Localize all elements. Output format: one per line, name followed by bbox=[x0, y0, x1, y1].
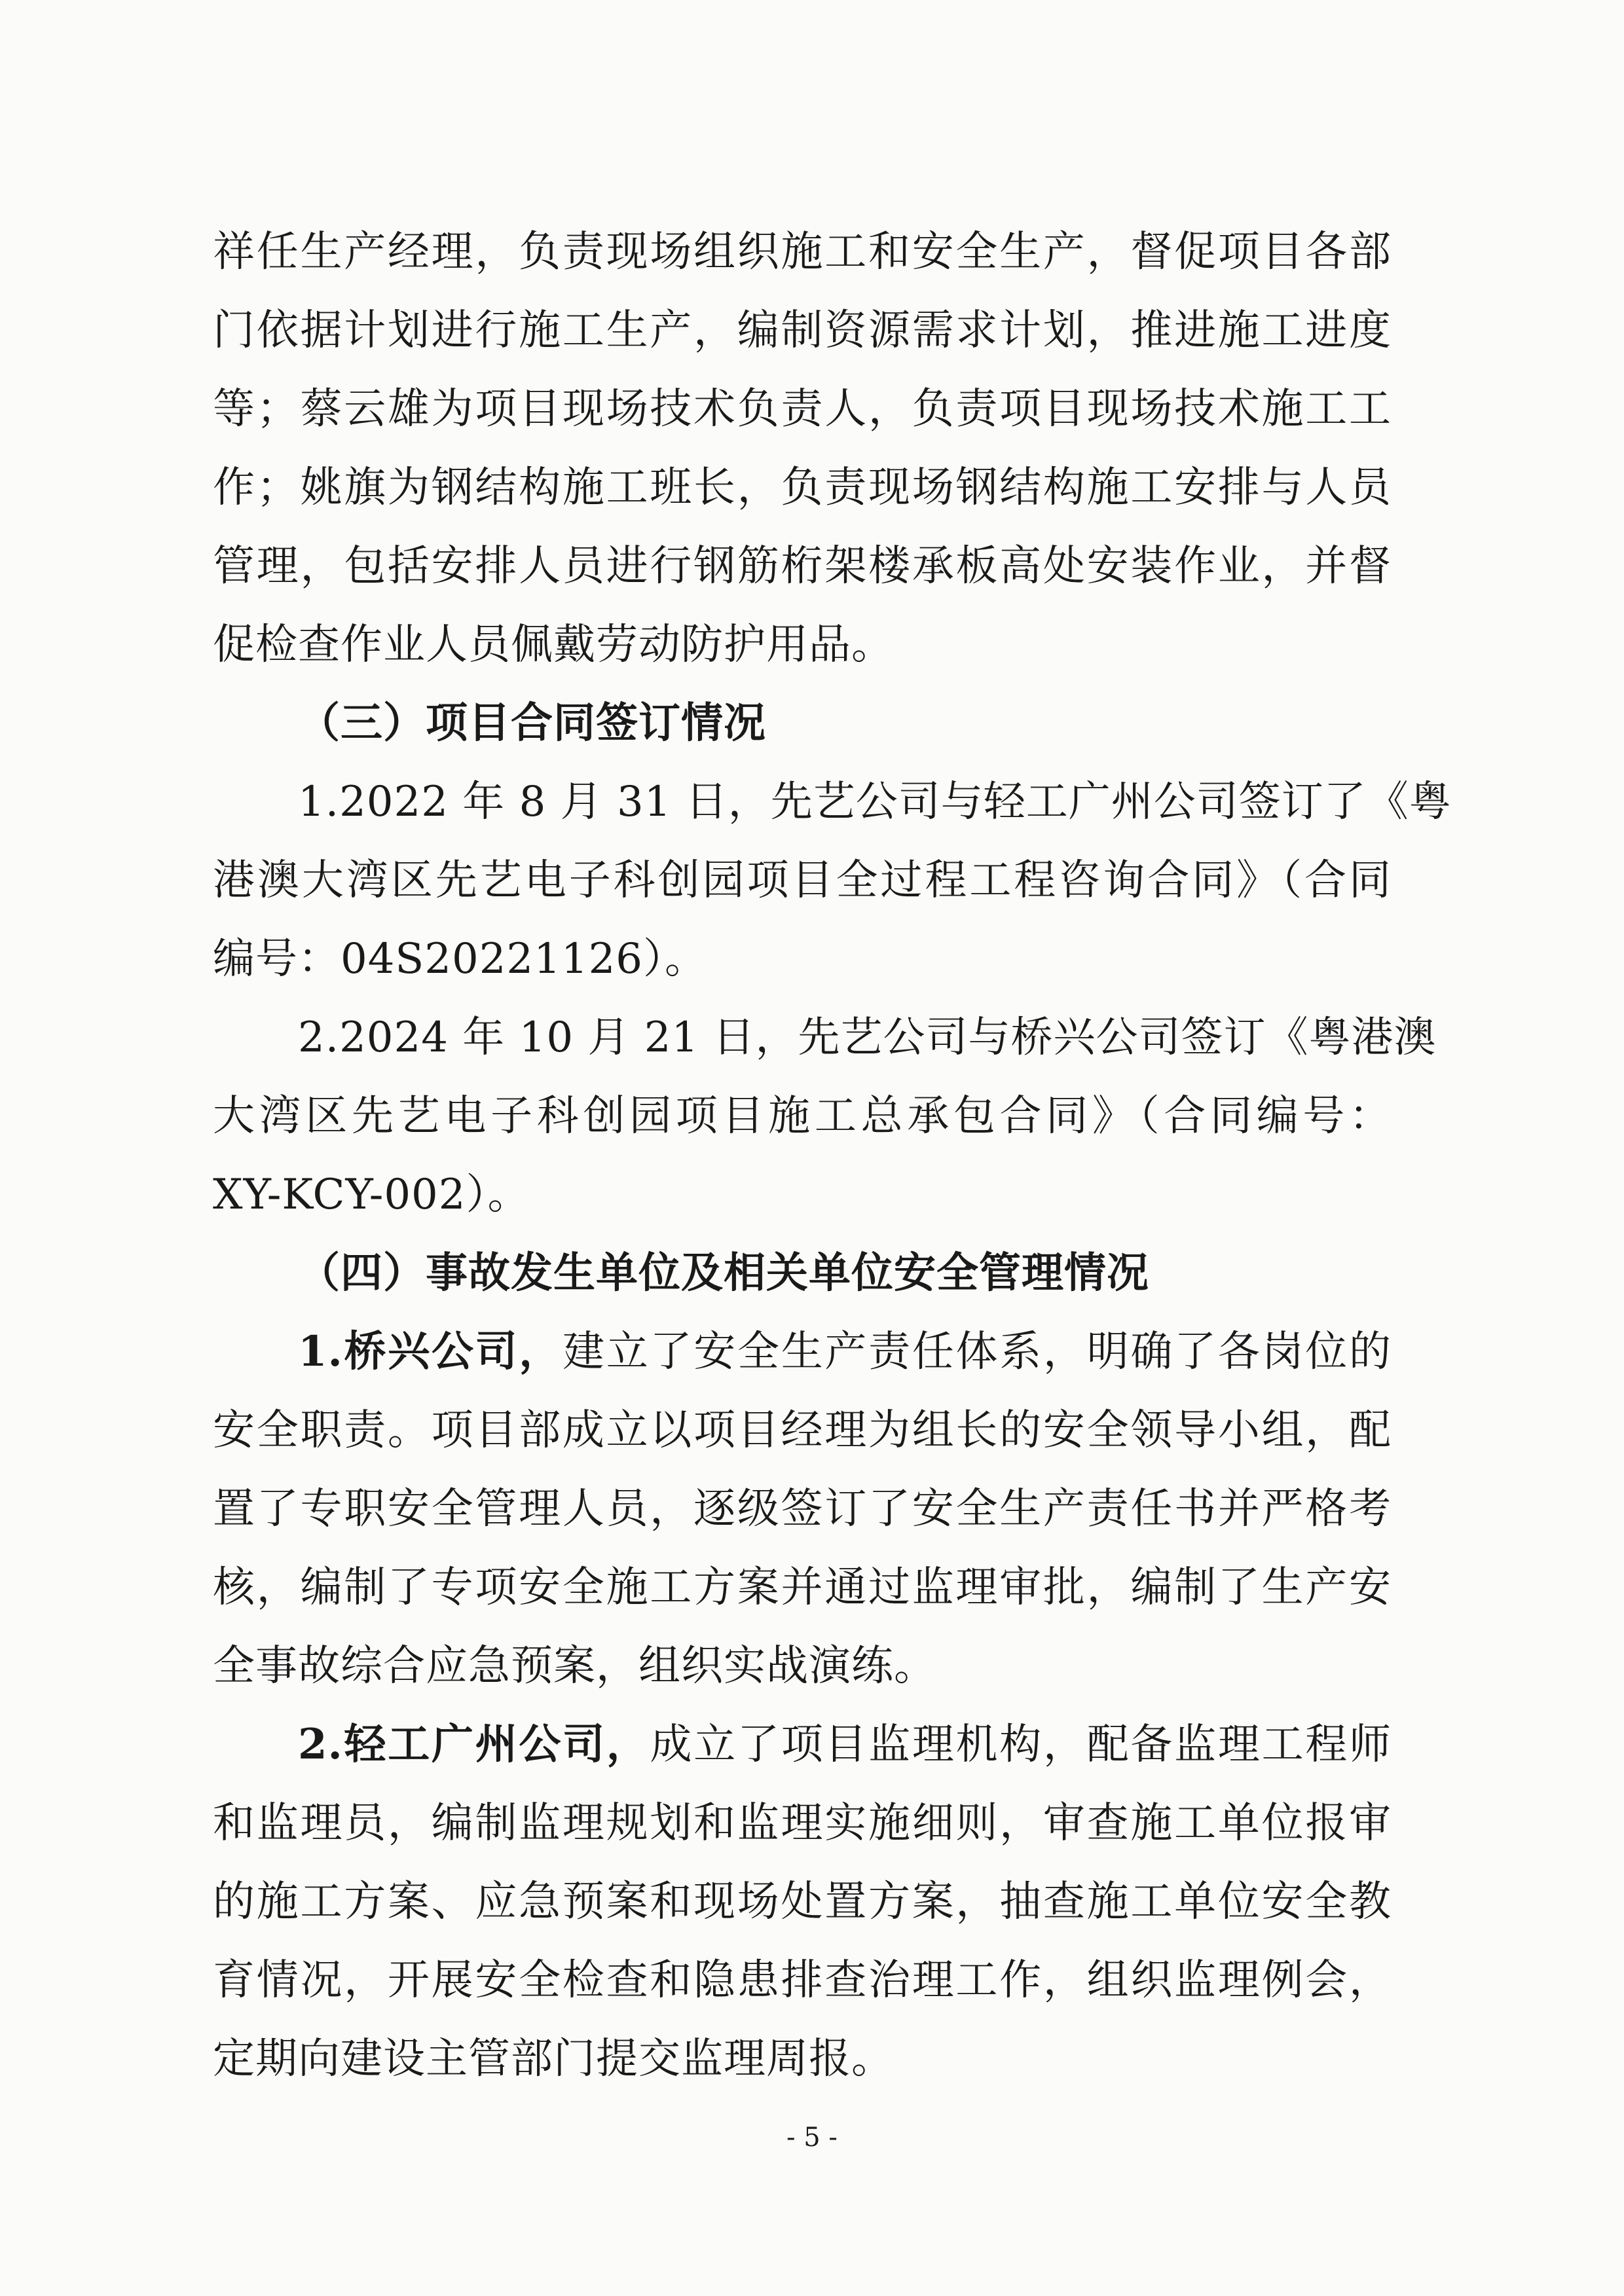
paragraph-line: 1.2022 年 8 月 31 日，先艺公司与轻工广州公司签订了《粤 bbox=[298, 778, 1452, 826]
paragraph-line bbox=[298, 1712, 1392, 1777]
paragraph-line: 的施工方案、应急预案和现场处置方案，抽查施工单位安全教 bbox=[213, 1878, 1392, 1926]
paragraph-line: 编号：04S20221126）。 bbox=[213, 935, 708, 983]
paragraph-line: 全事故综合应急预案，组织实战演练。 bbox=[213, 1642, 936, 1690]
paragraph-line: 育情况，开展安全检查和隐患排查治理工作，组织监理例会， bbox=[213, 1956, 1392, 2005]
page-number: - 5 - bbox=[786, 2123, 838, 2153]
paragraph-line: 定期向建设主管部门提交监理周报。 bbox=[213, 2035, 894, 2083]
unit-1-name: 1.桥兴公司， bbox=[298, 1327, 563, 1376]
paragraph-line: 管理，包括安排人员进行钢筋桁架楼承板高处安装作业，并督 bbox=[213, 542, 1392, 591]
unit-2-text: 成立了项目监理机构，配备监理工程师 bbox=[650, 1721, 1392, 1769]
paragraph-line: 2.2024 年 10 月 21 日，先艺公司与桥兴公司签订《粤港澳 bbox=[298, 1013, 1437, 1062]
paragraph-line: 等；蔡云雄为项目现场技术负责人，负责项目现场技术施工工 bbox=[213, 385, 1392, 433]
section-heading-4: （四）事故发生单位及相关单位安全管理情况 bbox=[298, 1248, 1149, 1298]
paragraph-line: 大湾区先艺电子科创园项目施工总承包合同》（合同编号： bbox=[213, 1092, 1392, 1140]
paragraph-line: 促检查作业人员佩戴劳动防护用品。 bbox=[213, 621, 894, 669]
unit-2-name: 2.轻工广州公司， bbox=[298, 1720, 650, 1769]
paragraph-line bbox=[298, 1319, 1392, 1385]
paragraph-line: 核，编制了专项安全施工方案并通过监理审批，编制了生产安 bbox=[213, 1563, 1392, 1612]
paragraph-line: XY-KCY-002）。 bbox=[213, 1171, 530, 1219]
paragraph-line: 作；姚旗为钢结构施工班长，负责现场钢结构施工安排与人员 bbox=[213, 464, 1392, 512]
paragraph-line: 安全职责。项目部成立以项目经理为组长的安全领导小组，配 bbox=[213, 1406, 1392, 1455]
paragraph-line: 门依据计划进行施工生产，编制资源需求计划，推进施工进度 bbox=[213, 306, 1392, 355]
paragraph-line: 和监理员，编制监理规划和监理实施细则，审查施工单位报审 bbox=[213, 1799, 1392, 1848]
paragraph-line: 祥任生产经理，负责现场组织施工和安全生产，督促项目各部 bbox=[213, 228, 1392, 276]
paragraph-line: 置了专职安全管理人员，逐级签订了安全生产责任书并严格考 bbox=[213, 1485, 1392, 1533]
paragraph-line: 港澳大湾区先艺电子科创园项目全过程工程咨询合同》（合同 bbox=[213, 856, 1392, 905]
unit-1-text: 建立了安全生产责任体系，明确了各岗位的 bbox=[563, 1328, 1392, 1376]
section-heading-3: （三）项目合同签订情况 bbox=[298, 699, 766, 748]
